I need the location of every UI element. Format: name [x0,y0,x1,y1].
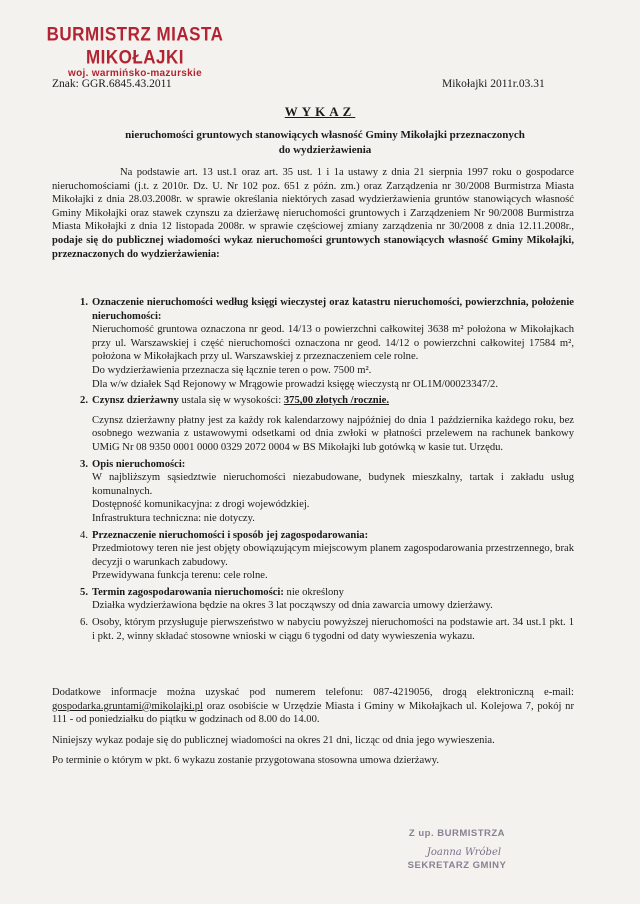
stamp-authority: Z up. BURMISTRZA [408,828,506,839]
item-number: 5. [80,586,88,598]
item-heading: Opis nieruchomości: [92,458,186,470]
item-text: nie określony [286,586,344,598]
signature-name: Joanna Wróbel [426,847,502,858]
item-heading: Termin zagospodarowania nieruchomości: [92,586,284,598]
intro-bold: podaje się do publicznej wiadomości wykaz nieruchomości gruntowych stanowiących własność Gminy Mikołajki, przeznaczonych do wydzierżawienia: [52,234,574,260]
stamp-position: SEKRETARZ GMINY [407,860,507,871]
stamp-region: woj. warmińsko-mazurskie [68,68,202,79]
item-text: Infrastruktura techniczna: nie dotyczy. [92,512,255,524]
stamp-title: BURMISTRZ MIASTA MIKOŁAJKI [46,23,224,68]
contact-text-2: oraz osobiście w Urzędzie Miasta i Gminy w Mikołajkach ul. Kolejowa 7, pokój nr 111 - od poniedziałku do piątku w godzinach od 8.00 do 14.00. [52,700,574,726]
list-item [52,529,574,583]
item-text: Czynsz dzierżawny płatny jest za każdy rok kalendarzowy najpóźniej do dnia 1 października każdego roku, bez osobnego wezwania z ustawowymi odsetkami od dnia zwłoki w płatności przelewem na rachunek bankowy UMiG Nr 08 9350 0001 0000 0329 2072 0004 w BS Mikołajki lub gotówką w kasie tut. Urzędu. [92,414,574,453]
item-text: Osoby, którym przysługuje pierwszeństwo w nabyciu powyższej nieruchomości na podstawie art. 34 ust.1 pkt. 1 i pkt. 2, winny składać stosowne wnioski w ciągu 6 tygodni od daty wywieszenia wykazu. [92,617,574,642]
item-text: Do wydzierżawienia przeznacza się łącznie teren o pow. 7500 m². [92,364,372,376]
item-text: Nieruchomość gruntowa oznaczona nr geod. 14/13 o powierzchni całkowitej 3638 m² położona w Mikołajkach przy ul. Warszawskiej i część nieruchomości oznaczona nr geod. 14/12 o powierzchni całkowitej 17584 m², położona w Mikołajkach przy ul. Warszawskiej z przeznaczeniem cele rolne. [92,324,574,363]
item-number: 4. [80,529,88,541]
mayor-stamp [40,23,230,79]
item-text: Dostępność komunikacyjna: z drogi wojewódzkiej. [92,499,310,511]
closing-paragraph: Po terminie o którym w pkt. 6 wykazu zostanie przygotowana stosowna umowa dzierżawy. [52,755,440,767]
item-heading: Czynsz dzierżawny [92,395,179,407]
item-text: Działka wydzierżawiona będzie na okres 3 lat począwszy od dnia zawarcia umowy dzierżawy. [92,600,493,612]
reference-number: Znak: GGR.6845.43.2011 [52,78,172,90]
contact-text: Dodatkowe informacje można uzyskać pod numerem telefonu: 087-4219056, drogą elektroniczną e-mail: [52,687,574,698]
list-item [52,616,574,643]
list-item [52,586,574,613]
document-subtitle: nieruchomości gruntowych stanowiących własność Gminy Mikołajki przeznaczonych do wydzierżawienia [125,129,525,156]
rent-amount: 375,00 złotych /rocznie. [283,395,389,407]
publication-paragraph: Niniejszy wykaz podaje się do publicznej wiadomości na okres 21 dni, licząc od dnia jego wywieszenia. [52,734,495,746]
item-number: 2. [80,395,88,407]
contact-paragraph [52,686,574,727]
list-item [52,296,574,391]
item-heading: Oznaczenie nieruchomości według księgi wieczystej oraz katastru nieruchomości, powierzchnia, położenie nieruchomości: [92,297,574,322]
email-link[interactable]: gospodarka.gruntami@mikolajki.pl [52,700,203,712]
item-text: ustala się w wysokości: [181,395,282,407]
document-title: WYKAZ [284,104,356,119]
item-heading: Przeznaczenie nieruchomości i sposób jej zagospodarowania: [92,529,369,541]
item-number: 1. [80,297,88,308]
items-list [52,296,574,646]
signature-stamp [392,828,522,871]
footer-section [52,686,574,775]
item-text: Przedmiotowy teren nie jest objęty obowiązującym miejscowym planem zagospodarowania przestrzennego, brak decyzji o warunkach zabudowy. [92,543,574,568]
item-number: 6. [80,617,88,629]
list-item [52,394,574,454]
intro-paragraph [52,166,574,261]
item-text: Przewidywana funkcja terenu: cele rolne. [92,570,268,582]
item-text: W najbliższym sąsiedztwie nieruchomości niezabudowane, budynek mieszkalny, tartak i zakładu usług komunalnych. [92,472,574,497]
list-item [52,458,574,526]
intro-text: Na podstawie art. 13 ust.1 oraz art. 35 ust. 1 i 1a ustawy z dnia 21 sierpnia 1997 roku o gospodarce nieruchomościami (j.t. z 2010r. Dz. U. Nr 102 poz. 651 z późn. zm.) oraz Zarządzenia nr 30/2008 Burmistrza Miasta Mikołajki z dnia 28.03.2008r. w sprawie określania niektórych zasad wydzierżawienia gruntów stanowiących własność Gminy Mikołajki oraz stawek czynszu za dzierżawę nieruchomości gruntowych i Zarządzeniem Nr 90/2008 Burmistrza Miasta Mikołajki z dnia 12 listopada 2008r. w sprawie częściowej zmiany zarządzenia nr 30/2008 z dnia 12.11.2008r., [52,167,574,233]
item-text: Dla w/w działek Sąd Rejonowy w Mrągowie prowadzi księgę wieczystą nr OL1M/00023347/2. [92,378,499,390]
document-date: Mikołajki 2011r.03.31 [442,78,545,90]
item-number: 3. [80,458,88,470]
